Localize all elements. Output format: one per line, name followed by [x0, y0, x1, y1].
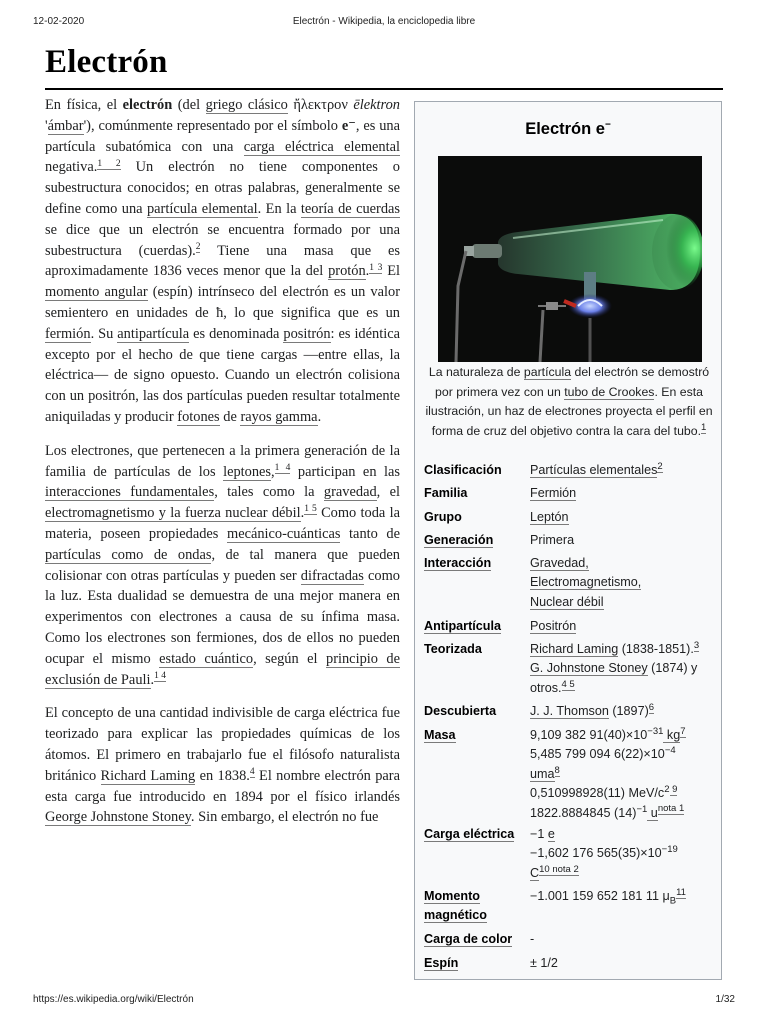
link-principio-exclusion-pauli[interactable]: principio de exclusión de Pauli [45, 650, 400, 688]
article-title: Electrón [45, 44, 168, 80]
paragraph-leptones: Los electrones, que pertenecen a la primera generación de la familia de partículas de los leptones,$^{1 4}$ participan en las interacciones fundamentales, tales como la gravedad, el electromagnetismo y la fuerza nuclear débil.$^{1 5}$ Como toda la materia, poseen propiedades mecánico-cuánticas tanto de partículas como de ondas, de tal manera que pueden colisionar con otras partículas y pueden ser difractadas como la luz. Esta dualidad se demuestra de una mejor manera en experimentos con electrones a causa de su ínfima masa. Como los electrones son fermiones, dos de ellos no pueden ocupar el mismo estado cuántico, según el principio de exclusión de Pauli.$^{1 4}$ [45, 442, 401, 688]
print-page-title: Electrón - Wikipedia, la enciclopedia libre [292, 16, 476, 27]
link-positron-infobox[interactable]: Positrón [530, 619, 577, 633]
reference-link[interactable]: 4 5 [561, 678, 575, 690]
print-page-number: 1/32 [715, 994, 735, 1005]
label-espin[interactable]: Espín [424, 956, 459, 970]
link-particulas-elementales[interactable]: Partículas elementales [530, 463, 658, 477]
reference-link[interactable]: 4 [249, 766, 255, 777]
link-richard-laming[interactable]: Richard Laming [100, 767, 196, 784]
link-particula-elemental[interactable]: partícula elemental [146, 200, 258, 217]
reference-link[interactable]: 1 4 [274, 462, 291, 473]
reference-link[interactable]: 1 4 [154, 670, 166, 681]
link-fermion[interactable]: fermión [45, 325, 91, 342]
electron-symbol: e⁻ [341, 117, 356, 134]
label-generacion[interactable]: Generación [424, 533, 494, 547]
link-kg[interactable]: kg [663, 728, 681, 742]
reference-link[interactable]: 1 [701, 421, 707, 433]
reference-link[interactable]: 9 [669, 784, 678, 796]
reference-link[interactable]: 10 [539, 863, 550, 875]
link-rayos-gamma[interactable]: rayos gamma [240, 408, 318, 425]
label-descubierta: Descubierta [424, 704, 497, 718]
reference-link[interactable]: 1 5 [304, 504, 317, 515]
link-fotones[interactable]: fotones [177, 408, 220, 425]
link-carga-electrica-elemental[interactable]: carga eléctrica elemental [243, 138, 400, 155]
link-interacciones-fundamentales[interactable]: interacciones fundamentales [45, 484, 215, 501]
label-teorizada: Teorizada [424, 642, 482, 656]
link-positron[interactable]: positrón [283, 325, 331, 342]
label-interaccion[interactable]: Interacción [424, 556, 492, 570]
reference-link[interactable]: 8 [554, 764, 560, 776]
link-richard-laming-infobox[interactable]: Richard Laming [530, 642, 619, 656]
reference-link[interactable]: 2 [195, 241, 201, 252]
reference-link[interactable]: 1 3 [369, 262, 383, 273]
label-carga-de-color[interactable]: Carga de color [424, 932, 513, 946]
image-caption: La naturaleza de partícula del electrón se demostró por primera vez con un tubo de Crookes. En esta ilustración, un haz de electrones proyecta el perfil en forma de cruz del objetivo contra la cara del tubo.$^1$ [425, 365, 713, 438]
link-teoria-de-cuerdas[interactable]: teoría de cuerdas [300, 200, 401, 217]
label-antiparticula[interactable]: Antipartícula [424, 619, 501, 633]
link-mecanico-cuanticas[interactable]: mecánico-cuánticas [227, 525, 341, 542]
paragraph-intro: En física, el electrón (del griego clásico ἤλεκτρον ēlektron 'ámbar'), comúnmente representado por el símbolo e⁻, es una partícula subatómica con una carga eléctrica elemental negativa.$^{1 2}$ Un electrón no tiene componentes o subestructura conocidos; en otras palabras, generalmente se define como una partícula elemental. En la teoría de cuerdas se dice que un electrón se encuentra formado por una subestructura (cuerdas).$^2$ Tiene una masa que es aproximadamente 1836 veces menor que la del protón.$^{1 3}$ El momento angular (espín) intrínseco del electrón es un valor semientero en unidades de ħ, lo que significa que es un fermión. Su antipartícula es denominada positrón: es idéntica excepto por el hecho de que tiene cargas —entre ellas, la eléctrica— de signo opuesto. Cuando un electrón colisiona con un positrón, las dos partículas pueden resultar totalmente aniquiladas y producir fotones de rayos gamma. [45, 97, 401, 425]
value-generacion: Primera [530, 533, 575, 547]
link-ambar[interactable]: ámbar [47, 117, 84, 134]
reference-link[interactable]: 11 [676, 886, 686, 898]
link-particulas-como-de-ondas[interactable]: partículas como de ondas [45, 546, 212, 563]
link-coulomb[interactable]: C [530, 865, 540, 880]
value-carga-de-color: - [530, 932, 535, 946]
link-momento-angular[interactable]: momento angular [45, 284, 148, 301]
label-masa[interactable]: Masa [424, 728, 456, 742]
reference-link[interactable]: 3 [693, 639, 700, 651]
article-body [45, 95, 400, 841]
note-link[interactable]: nota 1 [657, 803, 685, 815]
link-gravedad-infobox[interactable]: Gravedad, [530, 556, 589, 570]
link-estado-cuantico[interactable]: estado cuántico [159, 650, 254, 667]
link-gravedad[interactable]: gravedad [323, 484, 377, 501]
reference-link[interactable]: 6 [648, 701, 655, 713]
label-clasificacion: Clasificación [424, 463, 502, 477]
title-divider [45, 88, 723, 90]
link-difractadas[interactable]: difractadas [300, 567, 364, 584]
link-george-johnstone-stoney[interactable]: George Johnstone Stoney [45, 809, 191, 826]
link-antiparticula[interactable]: antipartícula [117, 325, 190, 342]
crookes-tube-image[interactable] [438, 156, 702, 362]
link-g-johnstone-stoney[interactable]: G. Johnstone Stoney [530, 661, 648, 676]
reference-link[interactable]: 7 [680, 725, 686, 737]
label-carga-electrica[interactable]: Carga eléctrica [424, 827, 515, 841]
link-nuclear-debil[interactable]: Nuclear débil [530, 594, 604, 609]
link-uma[interactable]: uma [530, 766, 555, 781]
value-espin: ± 1/2 [530, 956, 558, 970]
print-date: 12-02-2020 [33, 16, 85, 27]
link-proton[interactable]: protón [328, 263, 366, 280]
link-particula[interactable]: partícula [523, 365, 572, 379]
print-url: https://es.wikipedia.org/wiki/Electrón [33, 994, 194, 1005]
link-u[interactable]: u [647, 805, 658, 820]
crookes-tube-illustration [438, 156, 702, 362]
reference-link[interactable]: 2 [657, 460, 663, 472]
link-lepton[interactable]: Leptón [530, 510, 569, 524]
link-fermion-infobox[interactable]: Fermión [530, 486, 577, 500]
bold-term: electrón [122, 97, 173, 113]
link-tubo-de-crookes[interactable]: tubo de Crookes [564, 384, 655, 399]
label-momento-magnetico[interactable]: Momento magnético [424, 889, 487, 923]
link-e[interactable]: e [547, 827, 555, 841]
note-link[interactable]: nota 2 [549, 863, 579, 875]
reference-link[interactable]: 1 2 [97, 158, 121, 169]
link-jj-thomson[interactable]: J. J. Thomson [530, 704, 609, 718]
link-leptones[interactable]: leptones [223, 463, 272, 480]
infobox-title: Electrón e− [525, 119, 611, 138]
link-griego-clasico[interactable]: griego clásico [205, 97, 288, 113]
infobox: Electrón e− La naturaleza de partícula del electrón se demostró por primera vez con un tubo de Crookes. En esta ilustración, un haz de electrones proyecta el perfil en forma de cruz del objetivo contra la cara del tubo.$^1$ Clasificación Partículas elementales$^2$ Familia Fermión Grupo Leptón Generación Primera Interacción Gravedad, Electromagnetismo, Nuclear débil Antipartícula Positrón Teorizada Richard Laming (1838-1851).$^3$ G. Johnstone Stoney (1874) y otros.$^{4 5}$ Descubierta J. J. Thomson $(1897)^6$ Masa 9,109 382 $91(40)\times 10^{-31}$ $kg^7$ 5,485 799 094 $6(22)\times 10^{-4}$ uma$^8$ 0,510998928(11) MeV/$c^2$ $^9$ 1822.8884845 $(14)^{-1}$ $u^{nota 1}$ Carga eléctrica −1 e −1,602 176 $565(35)\times 10^{-19}$ $C^{10}$ $^{nota 2}$ Momento magnético −1.001 159 652 181 11 $\mu_B^{11}$ Carga de color - Espín ± 1/2 [414, 101, 722, 980]
link-electromagnetismo-fuerza-debil[interactable]: electromagnetismo y la fuerza nuclear débil [45, 505, 301, 522]
label-grupo: Grupo [424, 510, 462, 524]
link-electromagnetismo[interactable]: Electromagnetismo, [530, 575, 642, 590]
paragraph-historia: El concepto de una cantidad indivisible de carga eléctrica fue teorizado para explicar las propiedades químicas de los átomos. El primero en trabajarlo fue el filósofo naturalista británico Richard Laming en 1838.$^4$ El nombre electrón para esta carga fue introducido en 1894 por el físico irlandés George Johnstone Stoney. Sin embargo, el electrón no fue [45, 705, 400, 826]
label-familia: Familia [424, 486, 468, 500]
